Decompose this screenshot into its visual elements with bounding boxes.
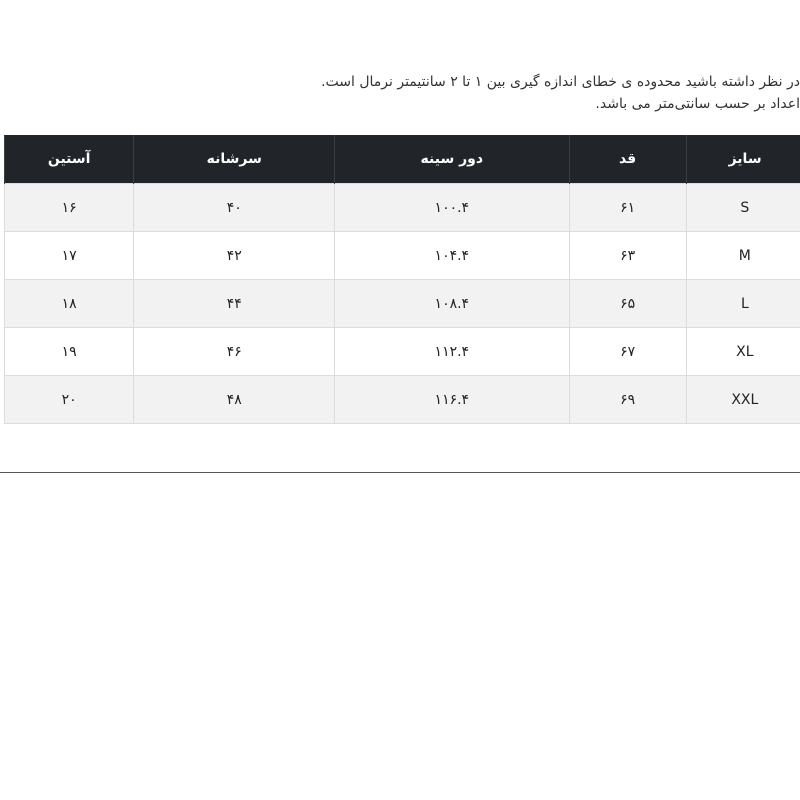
cell-size: L (686, 280, 800, 328)
note-measurement-error: در نظر داشته باشید محدوده ی خطای اندازه گیری بین ۱ تا ۲ سانتیمتر نرمال است. (321, 74, 800, 90)
header-height: قد (569, 135, 686, 184)
cell-size: XL (686, 328, 800, 376)
cell-chest: ۱۰۸.۴ (335, 280, 569, 328)
cell-size: M (686, 232, 800, 280)
cell-height: ۶۳ (569, 232, 686, 280)
cell-sleeve: ۱۹ (5, 328, 134, 376)
cell-shoulder: ۴۰ (134, 184, 335, 232)
cell-chest: ۱۱۲.۴ (335, 328, 569, 376)
cell-sleeve: ۱۶ (5, 184, 134, 232)
cell-sleeve: ۱۷ (5, 232, 134, 280)
cell-shoulder: ۴۸ (134, 376, 335, 424)
table-row (5, 184, 800, 232)
cell-size: XXL (686, 376, 800, 424)
cell-shoulder: ۴۴ (134, 280, 335, 328)
cell-height: ۶۵ (569, 280, 686, 328)
table-row (5, 280, 800, 328)
header-size: سایز (686, 135, 800, 184)
size-table (4, 135, 800, 424)
cell-chest: ۱۰۴.۴ (335, 232, 569, 280)
header-chest: دور سینه (335, 135, 569, 184)
table-row (5, 376, 800, 424)
cell-sleeve: ۱۸ (5, 280, 134, 328)
header-sleeve: آستین (5, 135, 134, 184)
cell-shoulder: ۴۶ (134, 328, 335, 376)
cell-size: S (686, 184, 800, 232)
divider-line (0, 472, 800, 473)
table-row (5, 232, 800, 280)
table-row (5, 328, 800, 376)
header-shoulder: سرشانه (134, 135, 335, 184)
measurement-notes (321, 71, 800, 115)
cell-height: ۶۹ (569, 376, 686, 424)
cell-shoulder: ۴۲ (134, 232, 335, 280)
cell-height: ۶۷ (569, 328, 686, 376)
table-header-row (5, 135, 800, 184)
note-units: اعداد بر حسب سانتی‌متر می باشد. (595, 96, 800, 112)
cell-sleeve: ۲۰ (5, 376, 134, 424)
cell-chest: ۱۱۶.۴ (335, 376, 569, 424)
cell-chest: ۱۰۰.۴ (335, 184, 569, 232)
cell-height: ۶۱ (569, 184, 686, 232)
